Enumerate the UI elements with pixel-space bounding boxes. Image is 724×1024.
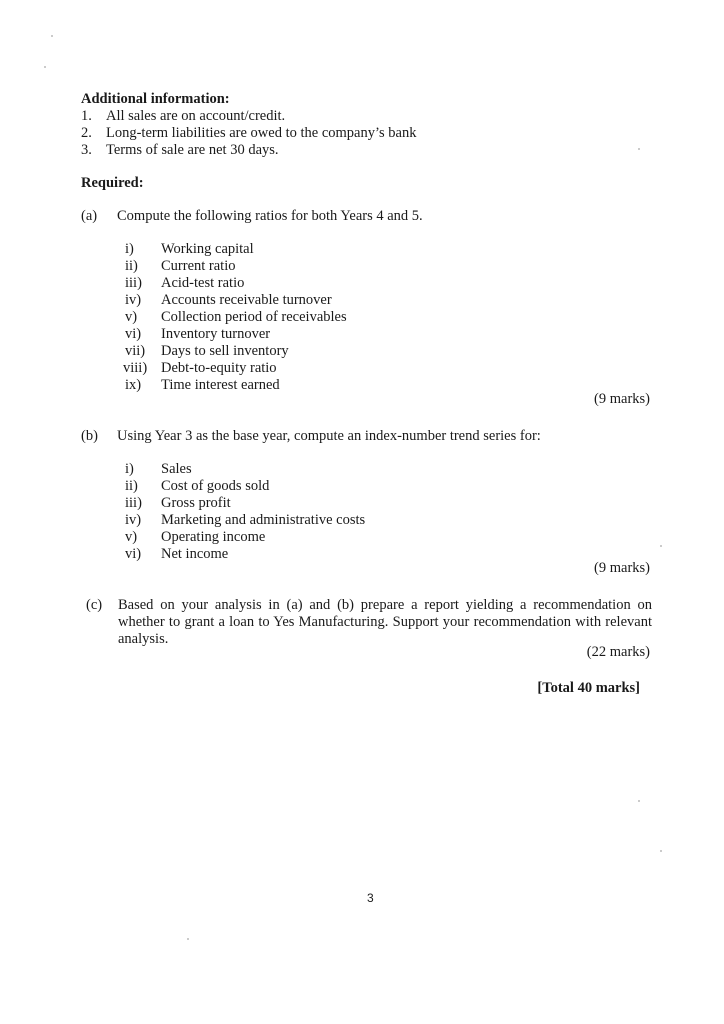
scan-speck [638, 800, 640, 802]
part-a-marks: (9 marks) [594, 391, 650, 407]
list-item-number: vi) [125, 546, 142, 562]
list-item: Operating income [161, 529, 266, 545]
list-item-number: ii) [125, 258, 138, 274]
list-item: Gross profit [161, 495, 231, 511]
list-item: Acid-test ratio [161, 275, 245, 291]
list-item: All sales are on account/credit. [106, 108, 286, 124]
list-item: Current ratio [161, 258, 236, 274]
part-b-label: (b) [81, 428, 98, 444]
list-item: Collection period of receivables [161, 309, 347, 325]
list-item-number: i) [125, 241, 134, 257]
list-item-number: v) [125, 529, 138, 545]
part-b-marks: (9 marks) [594, 560, 650, 576]
list-item-number: iii) [125, 275, 142, 291]
list-item: Sales [161, 461, 192, 477]
list-item: Days to sell inventory [161, 343, 289, 359]
total-marks: [Total 40 marks] [537, 680, 640, 696]
list-item-number: 2. [81, 125, 92, 141]
list-item-number: ix) [125, 377, 142, 393]
list-item-number: vi) [125, 326, 142, 342]
scan-speck [660, 850, 662, 852]
list-item: Marketing and administrative costs [161, 512, 366, 528]
scan-speck [660, 545, 662, 547]
scan-speck [638, 148, 640, 150]
list-item: Accounts receivable turnover [161, 292, 332, 308]
list-item-number: ii) [125, 478, 138, 494]
list-item-number: viii) [123, 360, 148, 376]
list-item: Working capital [161, 241, 254, 257]
scan-speck [44, 66, 46, 68]
list-item-number: v) [125, 309, 138, 325]
list-item: Net income [161, 546, 229, 562]
list-item: Terms of sale are net 30 days. [106, 142, 279, 158]
part-a-label: (a) [81, 208, 98, 224]
list-item-number: 3. [81, 142, 92, 158]
list-item-number: 1. [81, 108, 92, 124]
page-number: 3 [367, 891, 374, 905]
part-b-intro: Using Year 3 as the base year, compute an index-number trend series for: [117, 428, 541, 444]
scan-speck [51, 35, 53, 37]
list-item-number: iii) [125, 495, 142, 511]
additional-info-heading: Additional information: [81, 91, 230, 107]
list-item: Debt-to-equity ratio [161, 360, 277, 376]
part-c-text: Based on your analysis in (a) and (b) prepare a report yielding a recommendation on whether to grant a loan to Yes Manufacturing. Support your recommendation with relevant analysis. [118, 597, 652, 647]
list-item: Inventory turnover [161, 326, 271, 342]
list-item-number: i) [125, 461, 134, 477]
scan-speck [187, 938, 189, 940]
list-item: Time interest earned [161, 377, 280, 393]
list-item-number: vii) [125, 343, 146, 359]
list-item-number: iv) [125, 292, 142, 308]
part-a-intro: Compute the following ratios for both Years 4 and 5. [117, 208, 423, 224]
list-item: Cost of goods sold [161, 478, 270, 494]
list-item: Long-term liabilities are owed to the company’s bank [106, 125, 417, 141]
part-c-marks: (22 marks) [586, 644, 650, 660]
list-item-number: iv) [125, 512, 142, 528]
part-c-label: (c) [86, 597, 103, 613]
required-heading: Required: [81, 175, 144, 191]
